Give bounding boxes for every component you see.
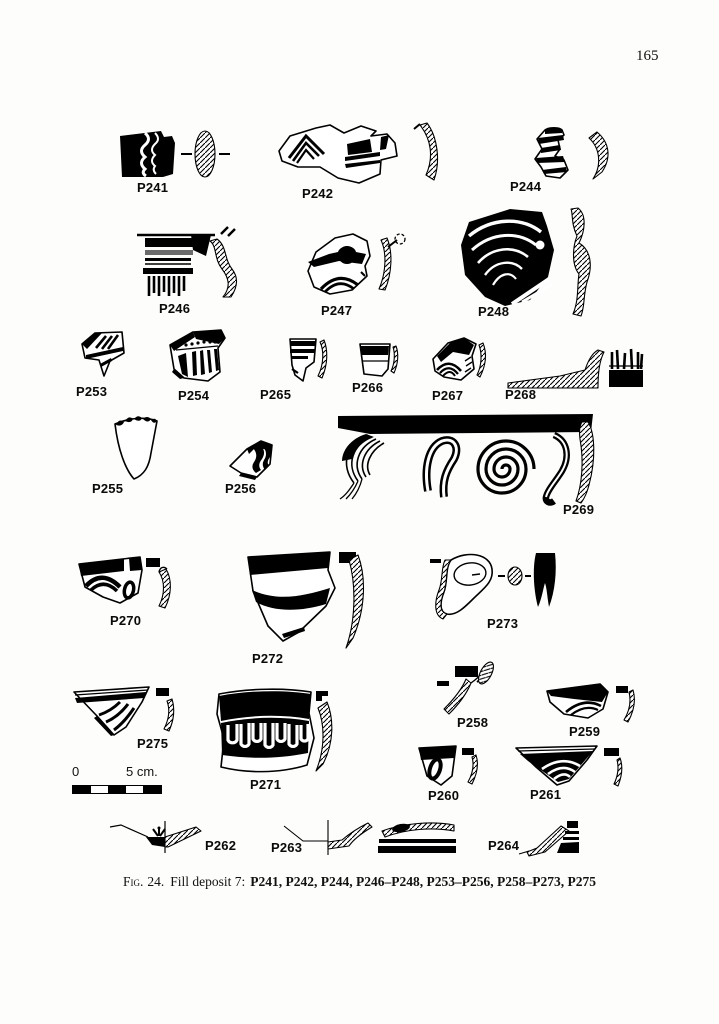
sherd-label-P269: P269: [563, 502, 595, 517]
sherd-P248: [452, 205, 607, 320]
sherd-drawing-P265: [276, 335, 346, 387]
figure-caption: [0, 874, 719, 890]
sherd-drawing-P264: [517, 818, 583, 856]
sherd-P267: [423, 335, 493, 405]
sherd-label-P244: P244: [510, 179, 542, 194]
sherd-label-P268: P268: [505, 387, 537, 402]
sherd-label-P259: P259: [569, 724, 601, 739]
sherd-drawing-P246: [135, 226, 270, 301]
page-number: 165: [636, 48, 659, 64]
sherd-P275: [70, 682, 180, 754]
sherd-P242: [268, 123, 443, 203]
sherd-label-P264: P264: [488, 838, 520, 853]
sherd-drawing-P262: [108, 820, 208, 854]
sherd-drawing-P268: [505, 345, 645, 393]
sherd-label-P271: P271: [250, 777, 282, 792]
sherd-label-P272: P272: [252, 651, 284, 666]
sherd-label-P246: P246: [159, 301, 191, 316]
sherd-drawing-P261: [512, 742, 627, 790]
sherd-label-P260: P260: [428, 788, 460, 803]
scale-bar-zero: 0: [72, 764, 80, 779]
sherd-label-P248: P248: [478, 304, 510, 319]
sherd-label-P265: P265: [260, 387, 292, 402]
sherd-drawing-P256: [226, 435, 278, 483]
sherd-P260: [415, 742, 483, 806]
scale-bar: [70, 764, 180, 800]
sherd-label-P255: P255: [92, 481, 124, 496]
sherd-P253: [76, 330, 138, 400]
sherd-drawing-P248: [452, 205, 607, 320]
sherd-P262: [108, 820, 248, 856]
sherd-label-P253: P253: [76, 384, 108, 399]
sherd-P273: [428, 548, 560, 634]
sherd-label-P242: P242: [302, 186, 334, 201]
sherd-P254: [162, 328, 237, 404]
sherd-drawing-P273: [428, 548, 560, 620]
sherd-P261: [512, 742, 627, 804]
sherd-P270: [74, 553, 186, 631]
sherd-P256: [226, 435, 278, 499]
scale-bar-end: 5 cm.: [126, 764, 158, 779]
sherd-label-P254: P254: [178, 388, 210, 403]
sherd-drawing-P266: [352, 340, 402, 380]
sherd-label-P275: P275: [137, 736, 169, 751]
caption-fig-number: 24.: [147, 874, 165, 889]
sherd-drawing-P271: [208, 683, 336, 780]
sherd-label-P267: P267: [432, 388, 464, 403]
sherd-drawing-P241: [115, 128, 235, 180]
sherd-drawing-P254: [162, 328, 237, 386]
sherd-P264: [486, 818, 584, 858]
sherd-drawing-P272: [238, 548, 373, 656]
sherd-P241: [115, 128, 235, 198]
sherd-drawing-P275: [70, 682, 180, 740]
sherd-P268: [505, 345, 645, 403]
sherd-drawing-P259: [543, 680, 639, 728]
sherd-drawing-P263: [282, 818, 462, 858]
sherd-drawing-P244: [505, 125, 630, 185]
sherd-label-P263: P263: [271, 840, 303, 855]
sherd-label-P266: P266: [352, 380, 384, 395]
sherd-label-P258: P258: [457, 715, 489, 730]
sherd-label-P270: P270: [110, 613, 142, 628]
sherd-label-P261: P261: [530, 787, 562, 802]
sherd-label-P262: P262: [205, 838, 237, 853]
sherd-label-P256: P256: [225, 481, 257, 496]
sherd-P259: [543, 680, 639, 742]
sherd-P244: [505, 125, 630, 195]
caption-fig-label: Fig.: [123, 874, 144, 889]
sherd-drawing-P242: [268, 123, 443, 188]
sherd-label-P241: P241: [137, 180, 169, 195]
sherd-P272: [238, 548, 373, 668]
sherd-drawing-P253: [76, 330, 138, 382]
sherd-P246: [135, 226, 270, 318]
sherd-drawing-P270: [74, 553, 186, 615]
sherd-drawing-P255: [103, 413, 171, 483]
sherd-P266: [352, 340, 402, 398]
sherd-drawing-P269: [330, 413, 605, 505]
scale-bar-segments: [72, 785, 162, 794]
sherd-label-P247: P247: [321, 303, 353, 318]
sherd-P255: [92, 413, 171, 498]
sherd-P263: [270, 818, 462, 860]
sherd-drawing-P258: [433, 662, 503, 720]
caption-deposit-text: Fill deposit 7:: [170, 874, 246, 889]
sherd-P265: [260, 335, 346, 403]
sherd-label-P273: P273: [487, 616, 519, 631]
sherd-drawing-P267: [423, 335, 493, 387]
sherd-P247: [295, 232, 410, 320]
sherd-drawing-P260: [415, 742, 483, 792]
sherd-P271: [208, 683, 336, 795]
sherd-P269: [330, 413, 605, 517]
caption-sherd-list: P241, P242, P244, P246–P248, P253–P256, P258–P273, P275: [250, 874, 596, 889]
sherd-P258: [433, 662, 503, 732]
sherd-drawing-P247: [295, 232, 410, 302]
